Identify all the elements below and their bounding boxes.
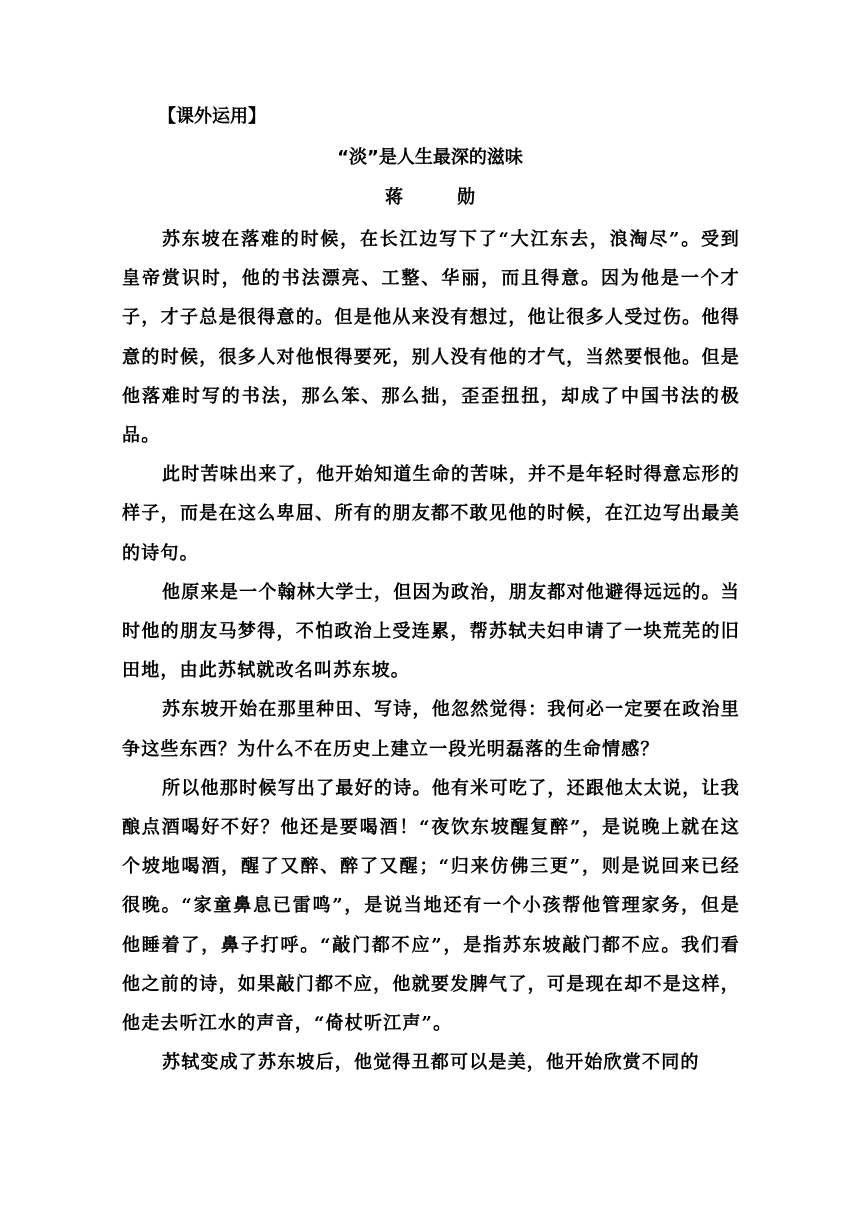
paragraph: 他原来是一个翰林大学士，但因为政治，朋友都对他避得远远的。当时他的朋友马梦得，不怕政治上受连累，帮苏轼夫妇申请了一块荒芜的旧田地，由此苏轼就改名叫苏东坡。 [122, 581, 740, 682]
paragraph: 此时苦味出来了，他开始知道生命的苦味，并不是年轻时得意忘形的样子，而是在这么卑屈、所有的朋友都不敢见他的时候，在江边写出最美的诗句。 [122, 464, 740, 564]
paragraph: 苏东坡在落难的时候，在长江边写下了“大江东去，浪淘尽”。受到皇帝赏识时，他的书法漂亮、工整、华丽，而且得意。因为他是一个才子，才子总是很得意的。但是他从来没有想过，他让很多人受过伤。他得意的时候，很多人对他恨得要死，别人没有他的才气，当然要恨他。但是他落难时写的书法，那么笨、那么拙，歪歪扭扭，却成了中国书法的极品。 [122, 229, 740, 447]
article-title: “淡”是人生最深的滋味 [337, 147, 523, 168]
paragraph: 苏轼变成了苏东坡后，他觉得丑都可以是美，他开始欣赏不同的 [162, 1052, 700, 1074]
section-label: 【课外运用】 [158, 106, 266, 127]
article-body [122, 220, 740, 1082]
paragraph: 苏东坡开始在那里种田、写诗，他忽然觉得：我何必一定要在政治里争这些东西？为什么不在历史上建立一段光明磊落的生命情感？ [122, 699, 740, 760]
article-author: 蒋 勋 [385, 187, 493, 208]
paragraph: 所以他那时候写出了最好的诗。他有米可吃了，还跟他太太说，让我酿点酒喝好不好？他还是要喝酒！“夜饮东坡醒复醉”，是说晚上就在这个坡地喝酒，醒了又醉、醉了又醒；“归来仿佛三更”，则是说回来已经很晚。“家童鼻息已雷鸣”，是说当地还有一个小孩帮他管理家务，但是他睡着了，鼻子打呼。“敲门都不应”，是指苏东坡敲门都不应。我们看他之前的诗，如果敲门都不应，他就要发脾气了，可是现在却不是这样，他走去听江水的声音，“倚杖听江声”。 [122, 777, 740, 1035]
